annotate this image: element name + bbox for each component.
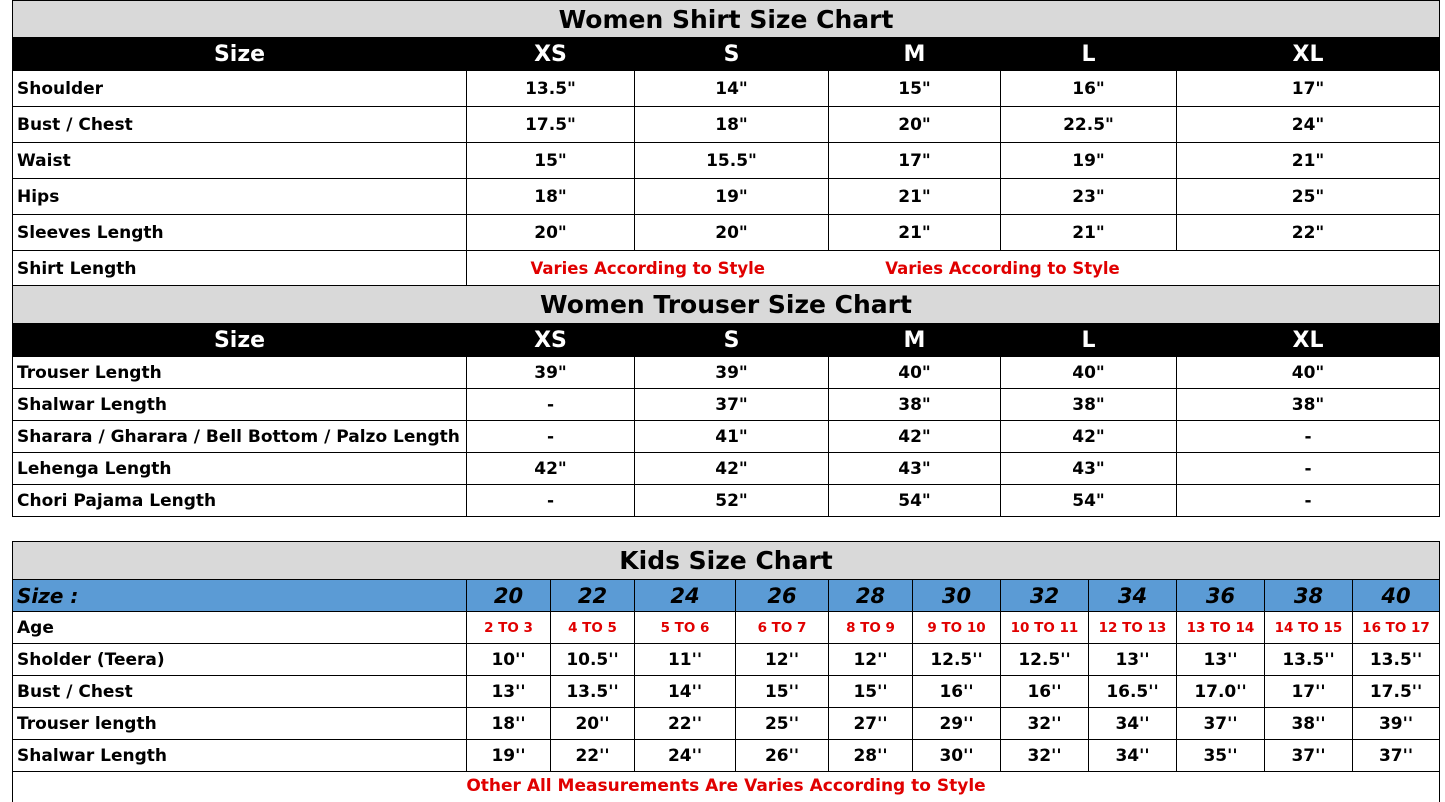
kids-footer-note: Other All Measurements Are Varies According to Style — [13, 772, 1440, 802]
cell: 18'' — [467, 708, 551, 740]
cell: 16.5'' — [1089, 676, 1177, 708]
cell: 18" — [635, 107, 829, 143]
cell: 54" — [1001, 485, 1177, 517]
row-label: Waist — [13, 143, 467, 179]
kids-size: 36 — [1177, 580, 1265, 612]
cell: 37'' — [1353, 740, 1440, 772]
row-label: Hips — [13, 179, 467, 215]
cell: 40" — [1001, 357, 1177, 389]
cell: 11'' — [635, 644, 736, 676]
table-row — [13, 71, 1440, 107]
shirt-size-xl: XL — [1177, 38, 1440, 71]
table-row — [13, 612, 1440, 644]
cell: 21" — [829, 179, 1001, 215]
cell: 17.5'' — [1353, 676, 1440, 708]
table-row — [13, 389, 1440, 421]
shirt-chart-title: Women Shirt Size Chart — [13, 1, 1440, 38]
shirt-size-xs: XS — [467, 38, 635, 71]
shirt-size-s: S — [635, 38, 829, 71]
row-label: Bust / Chest — [13, 676, 467, 708]
cell: 17" — [1177, 71, 1440, 107]
cell: 25" — [1177, 179, 1440, 215]
cell: 37'' — [1265, 740, 1353, 772]
row-label: Bust / Chest — [13, 107, 467, 143]
cell: 17.0'' — [1177, 676, 1265, 708]
age-cell: 14 TO 15 — [1265, 612, 1353, 644]
cell: 40" — [829, 357, 1001, 389]
table-row — [13, 453, 1440, 485]
cell: 20" — [829, 107, 1001, 143]
row-label: Sholder (Teera) — [13, 644, 467, 676]
cell: 40" — [1177, 357, 1440, 389]
cell: 22.5" — [1001, 107, 1177, 143]
varies-note: Varies According to Style — [829, 251, 1177, 287]
table-row — [13, 357, 1440, 389]
kids-size: 30 — [913, 580, 1001, 612]
cell: 17.5" — [467, 107, 635, 143]
age-cell: 5 TO 6 — [635, 612, 736, 644]
cell: 12'' — [736, 644, 829, 676]
trouser-size-table — [12, 285, 1440, 517]
kids-size: 26 — [736, 580, 829, 612]
table-row — [13, 179, 1440, 215]
kids-size: 28 — [829, 580, 913, 612]
cell: 13.5'' — [1265, 644, 1353, 676]
cell: - — [467, 485, 635, 517]
table-row — [13, 143, 1440, 179]
cell: 22" — [1177, 215, 1440, 251]
cell: 21" — [1001, 215, 1177, 251]
row-label: Lehenga Length — [13, 453, 467, 485]
cell: 10.5'' — [551, 644, 635, 676]
cell: 12.5'' — [1001, 644, 1089, 676]
cell: 32'' — [1001, 708, 1089, 740]
cell: 32'' — [1001, 740, 1089, 772]
cell: 37" — [635, 389, 829, 421]
cell: 23" — [1001, 179, 1177, 215]
cell: 52" — [635, 485, 829, 517]
cell: - — [467, 421, 635, 453]
cell: - — [467, 389, 635, 421]
table-row — [13, 107, 1440, 143]
trouser-size-l: L — [1001, 324, 1177, 357]
cell: 19" — [1001, 143, 1177, 179]
shirt-size-header: Size — [13, 38, 467, 71]
row-label: Shalwar Length — [13, 389, 467, 421]
cell: 15.5" — [635, 143, 829, 179]
cell: 24" — [1177, 107, 1440, 143]
cell: 26'' — [736, 740, 829, 772]
cell: 19'' — [467, 740, 551, 772]
cell: 13.5'' — [1353, 644, 1440, 676]
cell: 54" — [829, 485, 1001, 517]
table-row — [13, 740, 1440, 772]
shirt-size-m: M — [829, 38, 1001, 71]
kids-size-header: Size : — [13, 580, 467, 612]
cell: 14" — [635, 71, 829, 107]
kids-size: 22 — [551, 580, 635, 612]
cell: 17'' — [1265, 676, 1353, 708]
cell: 38" — [1177, 389, 1440, 421]
cell: 39" — [635, 357, 829, 389]
row-label: Trouser length — [13, 708, 467, 740]
cell: 30'' — [913, 740, 1001, 772]
cell: 21" — [829, 215, 1001, 251]
cell: 10'' — [467, 644, 551, 676]
age-cell: 16 TO 17 — [1353, 612, 1440, 644]
trouser-size-header: Size — [13, 324, 467, 357]
cell: 13.5" — [467, 71, 635, 107]
cell: - — [1177, 453, 1440, 485]
cell: 16'' — [1001, 676, 1089, 708]
cell: 42" — [829, 421, 1001, 453]
varies-note: Varies According to Style — [467, 251, 829, 287]
row-label: Shirt Length — [13, 251, 467, 287]
cell: - — [1177, 421, 1440, 453]
row-label: Shoulder — [13, 71, 467, 107]
table-row — [13, 251, 1440, 287]
cell: 34'' — [1089, 708, 1177, 740]
cell: 43" — [1001, 453, 1177, 485]
cell: 24'' — [635, 740, 736, 772]
cell: 43" — [829, 453, 1001, 485]
cell: 38" — [1001, 389, 1177, 421]
cell: 13'' — [1089, 644, 1177, 676]
trouser-size-xl: XL — [1177, 324, 1440, 357]
shirt-size-l: L — [1001, 38, 1177, 71]
age-cell: 13 TO 14 — [1177, 612, 1265, 644]
cell: 25'' — [736, 708, 829, 740]
cell: 20" — [467, 215, 635, 251]
cell: 41" — [635, 421, 829, 453]
cell: 34'' — [1089, 740, 1177, 772]
cell: 18" — [467, 179, 635, 215]
age-cell: 4 TO 5 — [551, 612, 635, 644]
cell: 12.5'' — [913, 644, 1001, 676]
age-cell: 6 TO 7 — [736, 612, 829, 644]
cell: 42" — [1001, 421, 1177, 453]
kids-size-table — [12, 541, 1440, 802]
cell: 22'' — [551, 740, 635, 772]
kids-size: 40 — [1353, 580, 1440, 612]
cell: 21" — [1177, 143, 1440, 179]
cell: 15" — [467, 143, 635, 179]
trouser-chart-title: Women Trouser Size Chart — [13, 286, 1440, 324]
row-label: Sharara / Gharara / Bell Bottom / Palzo Length — [13, 421, 467, 453]
row-label: Chori Pajama Length — [13, 485, 467, 517]
age-cell: 8 TO 9 — [829, 612, 913, 644]
cell: 16'' — [913, 676, 1001, 708]
cell: 38'' — [1265, 708, 1353, 740]
cell: 19" — [635, 179, 829, 215]
cell: 16" — [1001, 71, 1177, 107]
age-cell: 9 TO 10 — [913, 612, 1001, 644]
trouser-size-m: M — [829, 324, 1001, 357]
row-label: Age — [13, 612, 467, 644]
cell: 20" — [635, 215, 829, 251]
table-row — [13, 421, 1440, 453]
kids-chart-title: Kids Size Chart — [13, 542, 1440, 580]
cell: 12'' — [829, 644, 913, 676]
kids-size: 38 — [1265, 580, 1353, 612]
cell: 38" — [829, 389, 1001, 421]
cell: 29'' — [913, 708, 1001, 740]
age-cell: 10 TO 11 — [1001, 612, 1089, 644]
cell: 13'' — [1177, 644, 1265, 676]
cell: 15'' — [829, 676, 913, 708]
row-label: Trouser Length — [13, 357, 467, 389]
cell: - — [1177, 485, 1440, 517]
trouser-size-xs: XS — [467, 324, 635, 357]
kids-size: 32 — [1001, 580, 1089, 612]
cell: 14'' — [635, 676, 736, 708]
row-label: Shalwar Length — [13, 740, 467, 772]
trouser-size-s: S — [635, 324, 829, 357]
cell: 15" — [829, 71, 1001, 107]
table-row — [13, 708, 1440, 740]
kids-size: 20 — [467, 580, 551, 612]
table-row — [13, 215, 1440, 251]
cell: 20'' — [551, 708, 635, 740]
cell: 13.5'' — [551, 676, 635, 708]
cell: 42" — [467, 453, 635, 485]
cell: 15'' — [736, 676, 829, 708]
cell: 13'' — [467, 676, 551, 708]
kids-size: 24 — [635, 580, 736, 612]
cell: 42" — [635, 453, 829, 485]
cell: 39'' — [1353, 708, 1440, 740]
cell: 28'' — [829, 740, 913, 772]
cell: 35'' — [1177, 740, 1265, 772]
shirt-size-table — [12, 0, 1440, 287]
table-row — [13, 644, 1440, 676]
kids-size: 34 — [1089, 580, 1177, 612]
cell: 39" — [467, 357, 635, 389]
table-row — [13, 676, 1440, 708]
age-cell: 12 TO 13 — [1089, 612, 1177, 644]
row-label: Sleeves Length — [13, 215, 467, 251]
table-row — [13, 485, 1440, 517]
age-cell: 2 TO 3 — [467, 612, 551, 644]
cell: 22'' — [635, 708, 736, 740]
cell: 37'' — [1177, 708, 1265, 740]
cell: 27'' — [829, 708, 913, 740]
cell: 17" — [829, 143, 1001, 179]
